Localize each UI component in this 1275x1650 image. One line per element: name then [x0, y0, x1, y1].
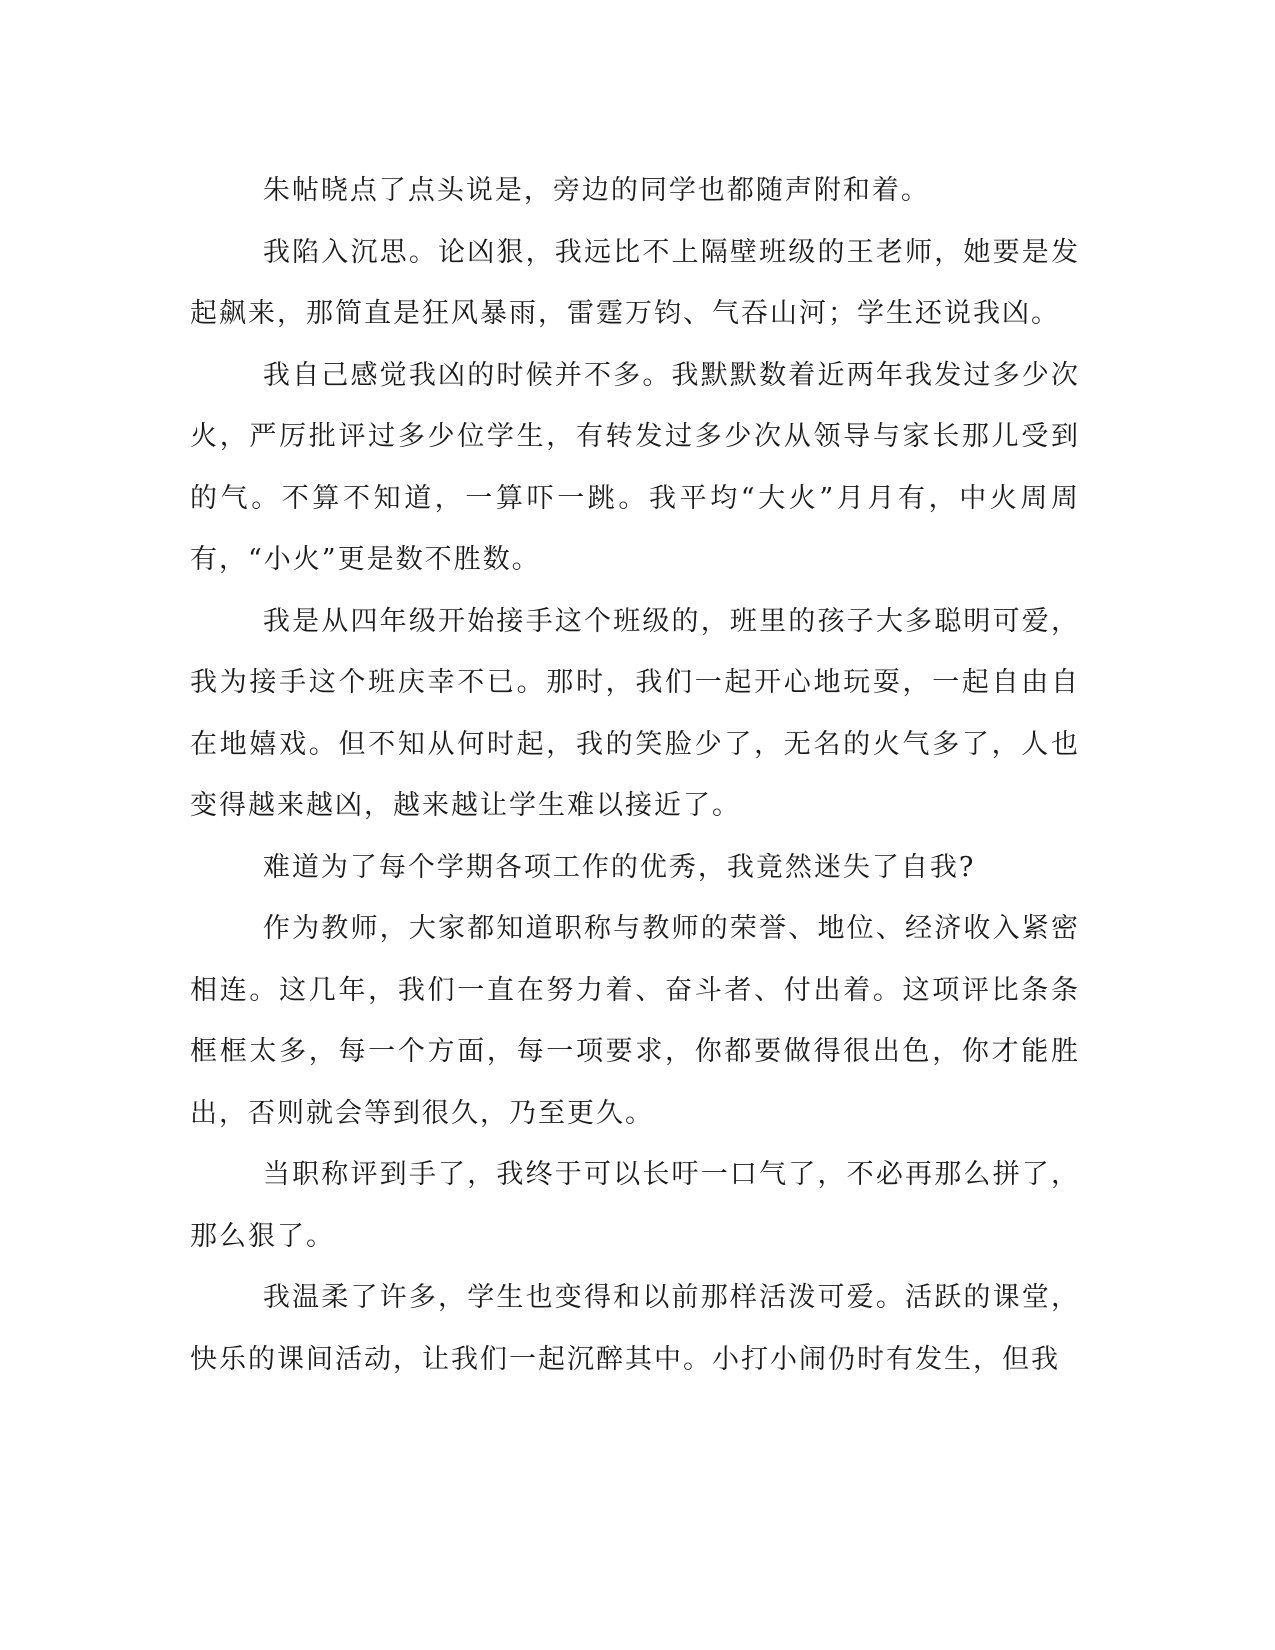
paragraph: 当职称评到手了，我终于可以长吁一口气了，不必再那么拼了，那么狠了。: [190, 1159, 1080, 1252]
paragraph: 我是从四年级开始接手这个班级的，班里的孩子大多聪明可爱，我为接手这个班庆幸不已。那时，我们一起开心地玩耍，一起自由自在地嬉戏。但不知从何时起，我的笑脸少了，无名的火气多了，人也变得越来越凶，越来越让学生难以接近了。: [190, 605, 1080, 821]
paragraph: 我陷入沉思。论凶狠，我远比不上隔壁班级的王老师，她要是发起飙来，那简直是狂风暴雨，雷霆万钧、气吞山河；学生还说我凶。: [190, 236, 1080, 329]
paragraph: 我自己感觉我凶的时候并不多。我默默数着近两年我发过多少次火，严厉批评过多少位学生，有转发过多少次从领导与家长那儿受到的气。不算不知道，一算吓一跳。我平均“大火”月月有，中火周周有，“小火”更是数不胜数。: [190, 359, 1080, 575]
paragraph: 朱帖晓点了点头说是，旁边的同学也都随声附和着。: [262, 175, 930, 206]
paragraph: 难道为了每个学期各项工作的优秀，我竟然迷失了自我?: [262, 851, 976, 883]
paragraph: 我温柔了许多，学生也变得和以前那样活泼可爱。活跃的课堂，快乐的课间活动，让我们一起沉醉其中。小打小闹仍时有发生，但我: [190, 1282, 1080, 1375]
paragraph: 作为教师，大家都知道职称与教师的荣誉、地位、经济收入紧密相连。这几年，我们一直在努力着、奋斗者、付出着。这项评比条条框框太多，每一个方面，每一项要求，你都要做得很出色，你才能胜出，否则就会等到很久，乃至更久。: [190, 913, 1080, 1129]
document-body: [190, 160, 1080, 1390]
